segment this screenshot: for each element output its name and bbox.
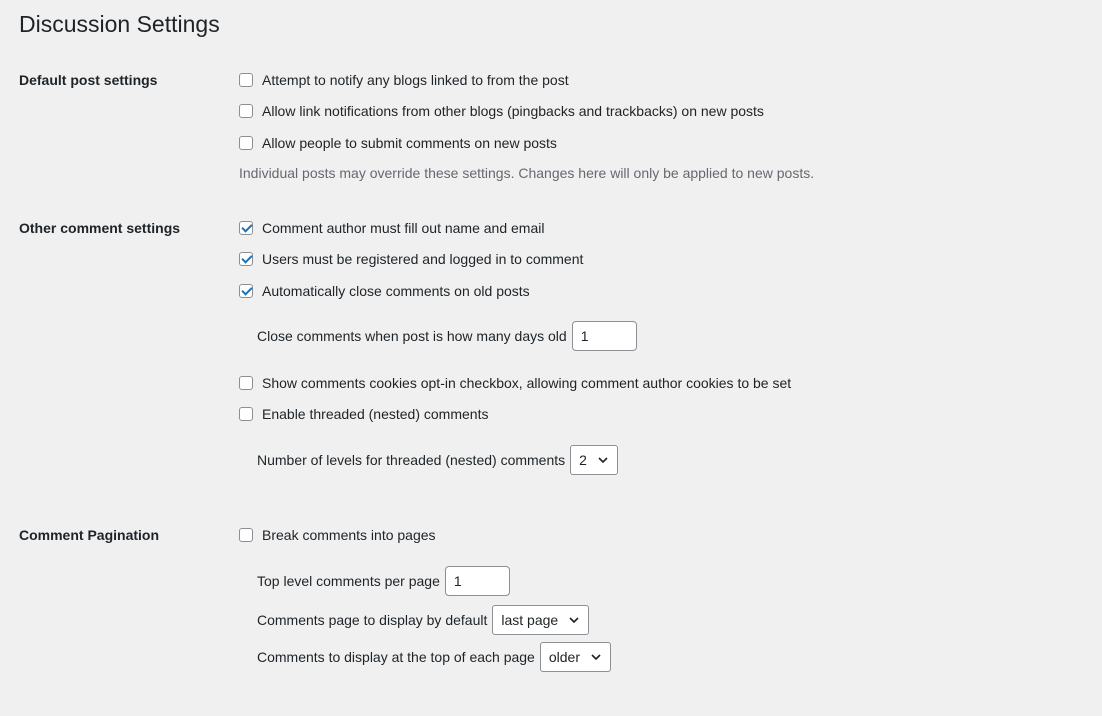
default-page-value: last page [501, 612, 559, 628]
auto-close-label: Automatically close comments on old posts [262, 283, 530, 299]
thread-levels-row [257, 445, 618, 475]
registered-users-checkbox[interactable] [239, 252, 253, 266]
author-fill-label: Comment author must fill out name and email [262, 220, 545, 236]
link-notifications-checkbox[interactable] [239, 104, 253, 118]
top-order-select[interactable] [540, 642, 611, 672]
close-days-row [257, 321, 637, 351]
top-order-row [257, 642, 611, 672]
author-fill-checkbox[interactable] [239, 221, 253, 235]
break-pages-label: Break comments into pages [262, 527, 436, 543]
default-page-row [257, 605, 589, 635]
threaded-comments-label: Enable threaded (nested) comments [262, 406, 489, 422]
auto-close-option[interactable] [239, 281, 530, 301]
link-notifications-option[interactable] [239, 101, 764, 121]
allow-comments-label: Allow people to submit comments on new posts [262, 135, 557, 151]
default-page-label: Comments page to display by default [257, 612, 488, 628]
notify-blogs-option[interactable] [239, 70, 569, 90]
auto-close-checkbox[interactable] [239, 284, 253, 298]
page-title: Discussion Settings [19, 11, 220, 37]
comment-pagination-label: Comment Pagination [19, 527, 160, 543]
threaded-comments-option[interactable] [239, 404, 488, 424]
notify-blogs-checkbox[interactable] [239, 73, 253, 87]
per-page-label: Top level comments per page [257, 573, 440, 589]
author-fill-option[interactable] [239, 218, 544, 238]
top-order-label: Comments to display at the top of each page [257, 649, 535, 665]
default-post-settings-label: Default post settings [19, 72, 158, 88]
default-post-description: Individual posts may override these settings. Changes here will only be applied to new posts. [239, 165, 815, 181]
registered-users-label: Users must be registered and logged in to comment [262, 251, 584, 267]
thread-levels-select[interactable] [570, 445, 618, 475]
per-page-row [257, 566, 510, 596]
chevron-down-icon [597, 454, 609, 466]
chevron-down-icon [568, 614, 580, 626]
top-order-value: older [548, 649, 580, 665]
break-pages-option[interactable] [239, 525, 436, 545]
break-pages-checkbox[interactable] [239, 528, 253, 542]
per-page-input[interactable]: 1 [445, 566, 510, 596]
threaded-comments-checkbox[interactable] [239, 407, 253, 421]
close-days-input[interactable]: 1 [572, 321, 637, 351]
notify-blogs-label: Attempt to notify any blogs linked to from the post [262, 72, 569, 88]
link-notifications-label: Allow link notifications from other blogs (pingbacks and trackbacks) on new posts [262, 103, 764, 119]
chevron-down-icon [590, 651, 602, 663]
allow-comments-option[interactable] [239, 133, 557, 153]
cookies-optin-label: Show comments cookies opt-in checkbox, allowing comment author cookies to be set [262, 375, 792, 391]
thread-levels-label: Number of levels for threaded (nested) comments [257, 452, 566, 468]
default-page-select[interactable] [492, 605, 589, 635]
cookies-optin-checkbox[interactable] [239, 376, 253, 390]
cookies-optin-option[interactable] [239, 373, 791, 393]
thread-levels-value: 2 [579, 452, 587, 468]
allow-comments-checkbox[interactable] [239, 136, 253, 150]
close-days-label: Close comments when post is how many days old [257, 328, 567, 344]
registered-users-option[interactable] [239, 249, 583, 269]
other-comment-settings-label: Other comment settings [19, 220, 181, 236]
